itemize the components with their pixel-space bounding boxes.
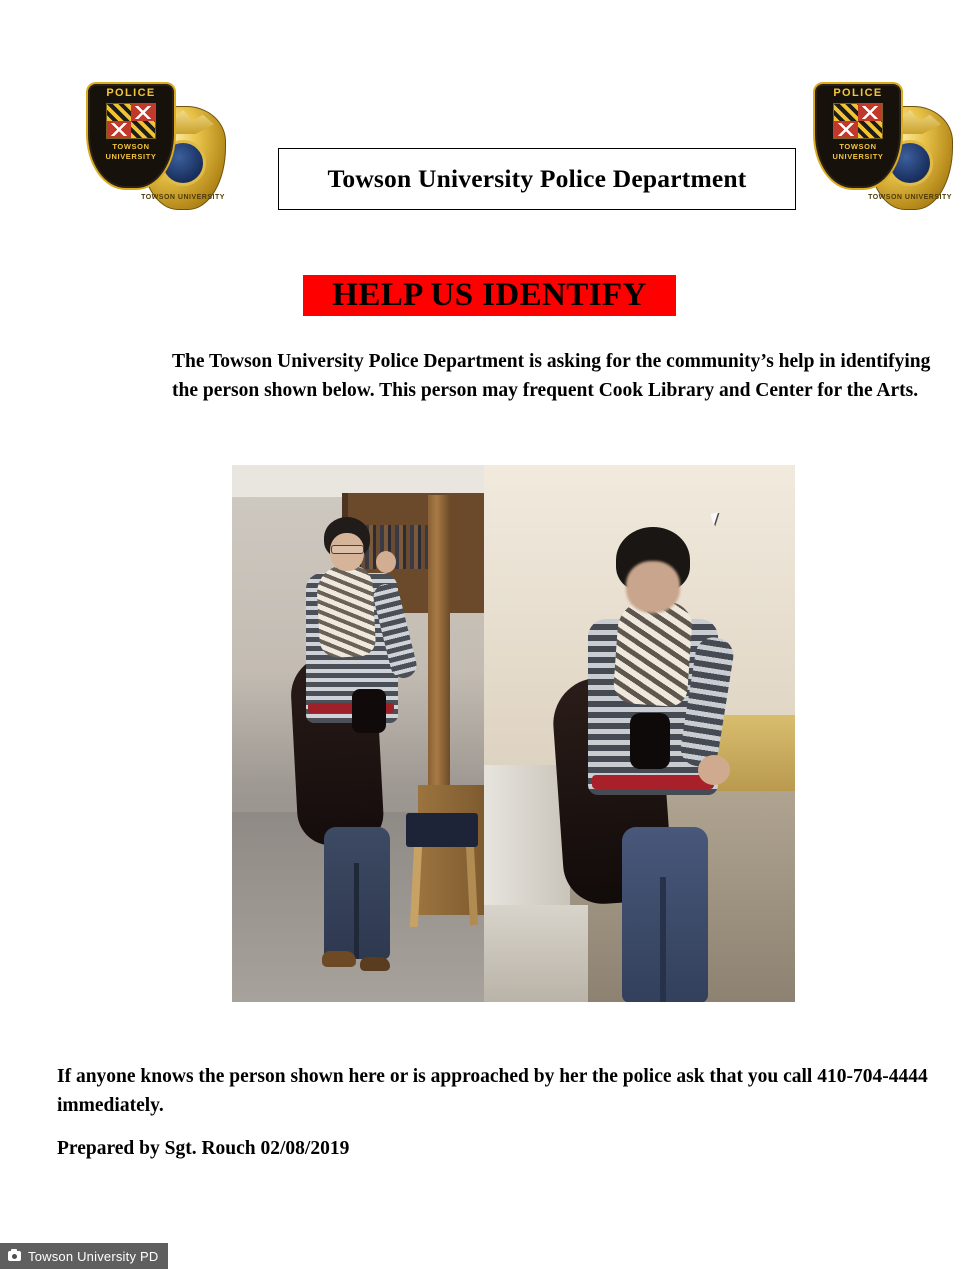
surveillance-photo-right: [484, 465, 795, 1002]
police-badge-left-icon: [78, 78, 238, 218]
camera-icon: [8, 1251, 21, 1261]
person-figure-left: [290, 507, 420, 1002]
shield-patch-left-icon: [86, 82, 176, 190]
help-us-identify-banner: [303, 275, 676, 316]
banner-text: HELP US IDENTIFY: [332, 277, 647, 313]
maryland-flag-right-icon: [833, 103, 883, 139]
surveillance-photos: [232, 465, 795, 1002]
gold-badge-left-text: TOWSON UNIVERSITY: [141, 194, 225, 201]
shield-right-line1: TOWSON: [839, 142, 877, 151]
prepared-by-line: Prepared by Sgt. Rouch 02/08/2019: [57, 1138, 350, 1159]
credit-text: Towson University PD: [28, 1248, 159, 1264]
image-credit-bar: [0, 1243, 168, 1269]
shield-left-line1: TOWSON: [112, 142, 150, 151]
page-title: Towson University Police Department: [327, 164, 747, 193]
intro-paragraph: The Towson University Police Department is asking for the community’s help in identifying the person shown below. This person may frequent Cook Library and Center for the Arts.: [172, 351, 931, 401]
maryland-flag-left-icon: [106, 103, 156, 139]
shield-patch-right-icon: [813, 82, 903, 190]
police-badge-right-icon: [805, 78, 965, 218]
gold-badge-right-text: TOWSON UNIVERSITY: [868, 194, 952, 201]
shield-right-police-word: POLICE: [833, 87, 883, 99]
person-figure-right: [570, 527, 746, 1002]
contact-instructions: If anyone knows the person shown here or is approached by her the police ask that you call 410-704-4444 immediately.: [57, 1066, 928, 1117]
shield-left-police-word: POLICE: [106, 87, 156, 99]
flyer-header: [0, 0, 980, 250]
shield-right-line2: UNIVERSITY: [832, 152, 884, 161]
department-title-box: [278, 148, 796, 210]
surveillance-photo-left: [232, 465, 484, 1002]
shield-left-line2: UNIVERSITY: [105, 152, 157, 161]
